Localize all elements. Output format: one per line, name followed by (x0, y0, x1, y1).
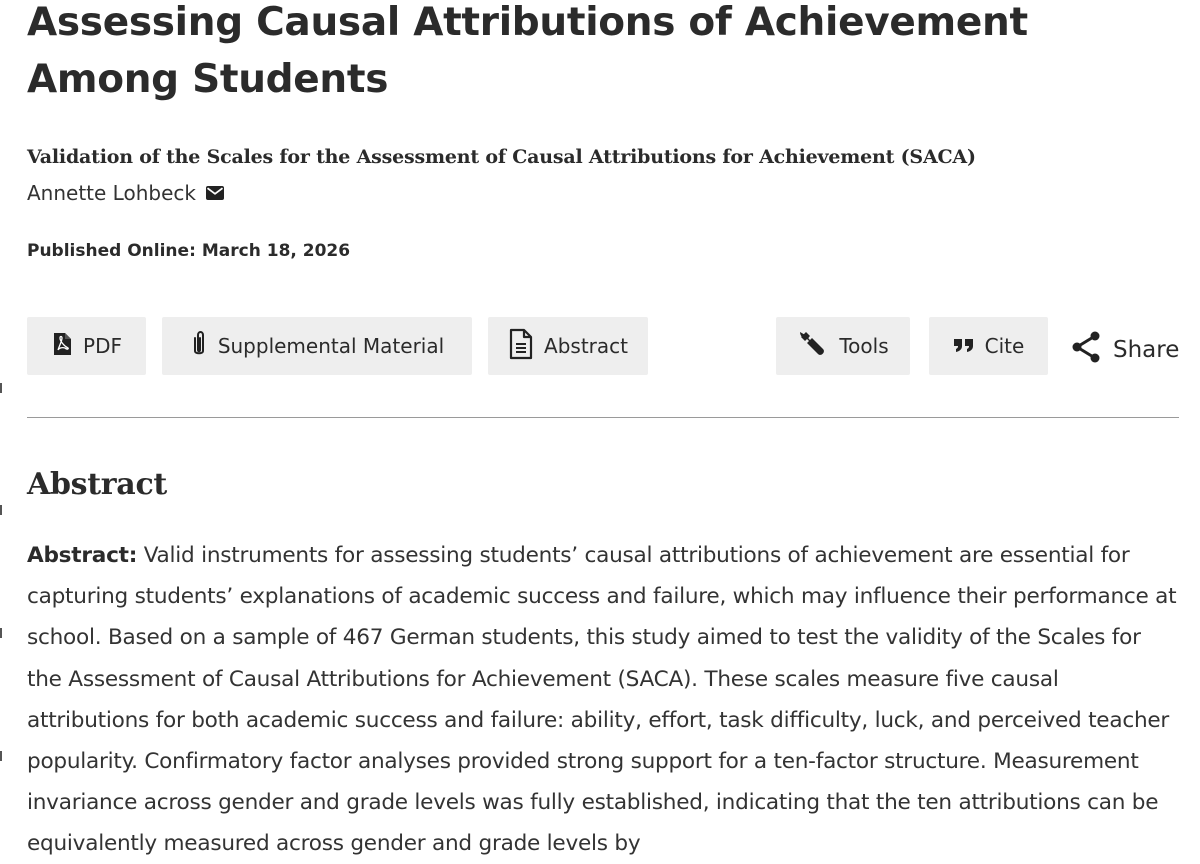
supplemental-material-button[interactable] (162, 317, 472, 375)
share-button[interactable] (1070, 317, 1179, 383)
cite-button[interactable] (929, 317, 1048, 375)
section-divider (27, 417, 1179, 418)
wrench-icon (797, 328, 829, 365)
tools-button[interactable] (776, 317, 910, 375)
article-toolbar (27, 317, 1179, 375)
article-title: Assessing Causal Attributions of Achievement Among Students (27, 0, 1028, 102)
pdf-file-icon (51, 332, 73, 361)
left-edge-mark (0, 628, 2, 638)
paperclip-icon (190, 329, 208, 364)
share-icon (1070, 330, 1102, 370)
supplemental-button-label: Supplemental Material (217, 334, 445, 358)
author-row (27, 181, 225, 205)
abstract-text: Valid instruments for assessing students’ causal attributions of achievement are essential for capturing students’ explanations of academic success and failure, which may influence their performance at school. Based on a sample of 467 German students, this study aimed to test the validity of the Scales for the Assessment of Causal Attributions for Achievement (SACA). These scales measure five causal attributions for both academic success and failure: ability, effort, task difficulty, luck, and perceived teacher popularity. Confirmatory factor analyses provided strong support for a ten-factor structure. Measurement invariance across gender and grade levels was fully established, indicating that the ten attributions can be equivalently measured across gender and grade levels by (27, 543, 1177, 857)
published-info (27, 241, 350, 261)
published-label: Published Online: (27, 241, 196, 261)
left-edge-mark (0, 505, 2, 515)
published-date: March 18, 2026 (201, 241, 351, 261)
tools-button-label: Tools (839, 334, 889, 358)
envelope-icon[interactable] (205, 185, 225, 201)
cite-button-label: Cite (984, 334, 1025, 358)
pdf-button-label: PDF (83, 334, 122, 358)
document-icon (508, 328, 534, 365)
abstract-paragraph (27, 535, 1177, 864)
abstract-label: Abstract: (27, 543, 138, 568)
left-edge-mark (0, 751, 2, 761)
abstract-button[interactable] (488, 317, 648, 375)
share-button-label: Share (1113, 337, 1180, 363)
abstract-heading: Abstract (27, 467, 167, 502)
author-name[interactable]: Annette Lohbeck (27, 181, 196, 205)
article-subtitle: Validation of the Scales for the Assessment of Causal Attributions for Achievement (SACA) (27, 146, 976, 168)
quote-icon (953, 334, 975, 358)
pdf-button[interactable] (27, 317, 146, 375)
left-edge-mark (0, 383, 2, 393)
abstract-button-label: Abstract (544, 334, 628, 358)
